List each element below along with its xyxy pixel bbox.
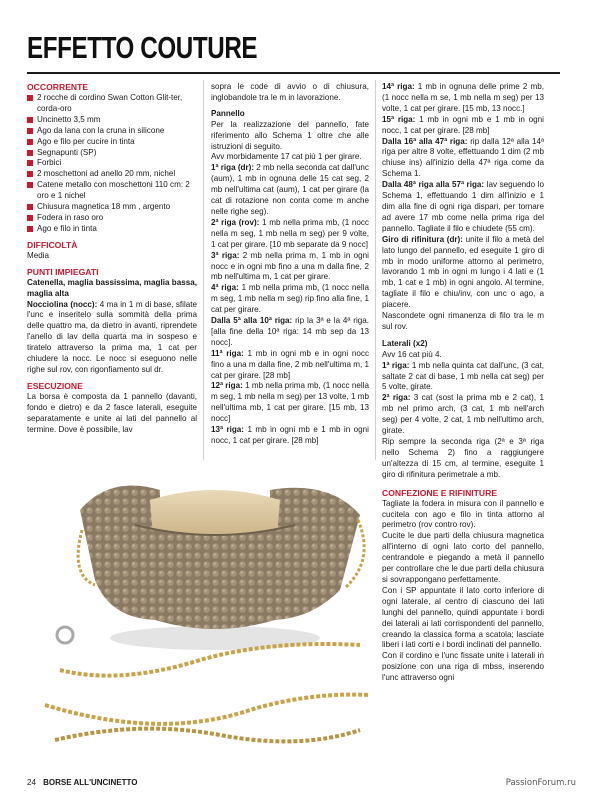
magazine-name: BORSE ALL'UNCINETTO	[43, 778, 138, 787]
confezione-heading: CONFEZIONE E RIFINITURE	[382, 487, 498, 498]
confezione-paragraph: Con i SP appuntate il lato corto inferiore di ogni laterale, al centro di ciascuno dei lati lunghi del pannello, quindi appuntate i bordi dei laterali ai lati corrispondenti del pannello, creando la classica forma a scatola; lasciate liberi i lati corti e i bordi inclinati del pannello.	[382, 585, 544, 650]
row-instruction: Giro di rifinitura (dr): unite il filo a metà del lato lungo del pannello, ed eseguite 1 giro di mb in modo uniforme attorno al perimetro, lavorando 1 mb in ogni m lungo i 4 lati e (1 mb, 1 cat e 1 mb) in ogni angolo. Al termine, tagliate il filo e chiu/inv, con unc o ago, a piacere.	[382, 234, 544, 310]
page-number: 24	[27, 778, 36, 787]
square-bullet-icon	[27, 95, 33, 101]
list-item: Ago e filo per cucire in tinta	[27, 137, 197, 148]
list-item: Uncinetto 3,5 mm	[27, 115, 197, 126]
nocciolina-text: 4 ma in 1 m di base, sfilate l'unc e inseritelo sulla sommità della prima delle quattro ma, da dietro in avanti, riprendete l'anello di lav della quarta ma in sospeso e tiratelo attraverso la prima ma, 1 cat per chiudere la nocc. Le nocc si eseguono nelle righe sul rov, con rigonfiamento sul dr.	[27, 299, 197, 374]
list-item: Forbici	[27, 158, 197, 169]
list-item: Ago da lana con la cruna in silicone	[27, 126, 197, 137]
page-footer	[27, 778, 138, 788]
header-rule	[27, 72, 560, 74]
list-item: Fodera in raso oro	[27, 213, 197, 224]
row-instruction: Dalla 48ª riga alla 57ª riga: lav seguendo lo Schema 1, effettuando 1 dim all'inizio e 1 dim alla fine di ogni riga dispari, per tornare ad avere 17 mb come nella prima riga del pannello. Tagliate il filo e chiudete (55 cm).	[382, 180, 545, 233]
row-instruction: 2ª riga: 3 cat (sost la prima mb e 2 cat), 1 mb nel primo arch, (3 cat, 1 mb nell'arch seg) per 4 volte, 2 cat, 1 mb nell'ultimo arch, girate.	[382, 393, 544, 436]
page-title: EFFETTO COUTURE	[27, 30, 258, 65]
square-bullet-icon	[27, 182, 33, 188]
pannello-text: Per la realizzazione del pannello, fate riferimento allo Schema 1 oltre che alle istruzioni di seguito.	[211, 119, 369, 151]
gold-chain-loose-2	[45, 695, 370, 724]
list-item: Chiusura magnetica 18 mm , argento	[27, 202, 197, 213]
square-bullet-icon	[27, 215, 33, 221]
square-bullet-icon	[27, 226, 33, 232]
pannello-heading: Pannello	[211, 108, 245, 118]
row-instruction: Dalla 5ª alla 10ª riga: rip la 3ª e la 4ª riga. [alla fine della 10ª riga: 14 mb sep da 13 nocc].	[211, 316, 370, 347]
row-instruction: 4ª riga: 1 mb nella prima mb, (1 nocc nella m seg, 1 mb nella m seg) rip fino alla fine, 1 cat per girare.	[211, 283, 369, 315]
square-bullet-icon	[27, 160, 33, 166]
rip-text: Rip sempre la seconda riga (2ª e 3ª riga nello Schema 2) fino a raggiungere un'altezza di 15 cm, al termine, eseguite 1 giro di rifinitura perimetrale a mb.	[382, 437, 544, 479]
difficolta-value: Media	[27, 250, 50, 260]
difficolta-heading: DIFFICOLTÀ	[27, 239, 78, 250]
occorrente-heading: OCCORRENTE	[27, 82, 89, 92]
column-2	[211, 82, 369, 447]
square-bullet-icon	[27, 128, 33, 134]
row-instruction: 1ª riga: 1 mb nella quinta cat dall'unc, (3 cat, saltate 2 cat di base, 1 mb nella cat seg) per 5 volte, girate.	[382, 360, 544, 392]
row-instruction: 12ª riga: 1 mb nella prima mb, (1 nocc nella m seg, 1 mb nella m seg) per 13 volte, 1 mb nell'ultima mb, 1 cat per girare. [15 mb, 13 nocc]	[211, 381, 369, 424]
column-1	[27, 82, 197, 435]
esecuzione-text: La borsa è composta da 1 pannello (davanti, fondo e dietro) e da 2 fasce laterali, eseguite separatamente e unite ai lati del pannello al termine. Dove è possibile, lav	[27, 391, 197, 434]
list-item: 2 rocche di cordino Swan Cotton Glit-ter, corda-oro	[27, 93, 197, 115]
square-bullet-icon	[27, 204, 33, 210]
square-bullet-icon	[27, 150, 33, 156]
row-instruction: 13ª riga: 1 mb in ogni mb e 1 mb in ogni nocc, 1 cat per girare. [28 mb]	[211, 425, 369, 445]
bag-body	[128, 525, 302, 629]
confezione-paragraph: Tagliate la fodera in misura con il pannello e cucitela con ago e filo in tinta attorno al perimetro (rov contro rov).	[382, 498, 544, 530]
square-bullet-icon	[27, 117, 33, 123]
column-3	[382, 82, 544, 684]
nascondete-text: Nascondete ogni rimanenza di filo tra le m sul rov.	[382, 311, 544, 331]
bag-shadow	[110, 626, 320, 650]
list-item: 2 moschettoni ad anello 20 mm, nichel	[27, 169, 197, 180]
punti-list: Catenella, maglia bassissima, maglia bassa, maglia alta	[27, 277, 197, 298]
row-instruction: Dalla 16ª alla 47ª riga: rip dalla 12ª alla 14ª riga per altre 8 volte, effettuando 1 dim (2 mb chiuse ins) all'inizio della 47ª riga come da Schema 1.	[382, 136, 544, 179]
row-instruction: 3ª riga: 2 mb nella prima m, 1 mb in ogni nocc e in ogni mb fino a una m dalla fine, 2 mb nell'ultima m, 1 cat per girare.	[211, 250, 369, 282]
punti-heading: PUNTI IMPIEGATI	[27, 266, 99, 277]
list-item: Ago e filo in tinta	[27, 224, 197, 235]
nocciolina-label: Nocciolina (nocc):	[27, 299, 98, 309]
column-divider-1	[203, 80, 204, 460]
confezione-paragraph: Cucite le due parti della chiusura magnetica all'interno di ogni lato corto del pannello, centrandole e piegando a metà il pannello per controllare che le due parti della chiusura si sovrappongano perfettamente.	[382, 531, 544, 584]
list-item: Catene metallo con moschettoni 110 cm: 2 oro e 1 nichel	[27, 180, 197, 202]
materials-list	[27, 93, 197, 235]
row-instruction: 15ª riga: 1 mb in ogni mb e 1 mb in ogni nocc, 1 cat per girare. [28 mb]	[382, 114, 544, 135]
row-instruction: 1ª riga (dr): 2 mb nella seconda cat dall'unc (aum), 1 mb in ognuna delle 15 cat seg, 2 mb nell'ultima cat (aum), 1 cat per girare (la cat di rotazione non conta come m anche nelle righe seg).	[211, 163, 369, 216]
bag-photo	[40, 470, 375, 760]
row-instruction: 14ª riga: 1 mb in ognuna delle prime 2 mb, (1 nocc nella m se, 1 mb nella m seg) per 13 volte, 1 cat per girare. [15 mb, 13 nocc.]	[382, 82, 544, 113]
row-instruction: 11ª riga: 1 mb in ogni mb e in ogni nocc fino a una m dalla fine, 2 mb nell'ultima m, 1 cat per girare. [28 mb]	[211, 348, 370, 380]
watermark: PassionForum.ru	[505, 778, 576, 788]
row-instruction: 2ª riga (rov): 1 mb nella prima mb, (1 nocc nella m seg, 1 mb nella m seg) per 9 volte, 1 cat per girare. [10 mb separate da 9 nocc]	[211, 217, 369, 249]
intro-text: sopra le code di avvio o di chiusura, inglobandole tra le m in lavorazione.	[211, 82, 369, 102]
avv-text: Avv morbidamente 17 cat più 1 per girare.	[211, 152, 362, 162]
square-bullet-icon	[27, 171, 33, 177]
esecuzione-heading: ESECUZIONE	[27, 380, 83, 391]
square-bullet-icon	[27, 139, 33, 145]
gold-chain-loose-3	[55, 729, 360, 742]
list-item: Segnapunti (SP)	[27, 148, 197, 159]
laterali-heading: Laterali (x2)	[382, 338, 428, 348]
laterali-avv: Avv 16 cat più 4.	[382, 349, 442, 359]
confezione-paragraph: Con il cordino e l'unc fissate unite i laterali in posizione con una riga di mbss, inserendo l'unc attraverso ogni	[382, 651, 544, 683]
column-divider-2	[375, 80, 376, 460]
nocciolina-paragraph	[27, 300, 197, 376]
silver-ring-icon	[57, 627, 73, 643]
